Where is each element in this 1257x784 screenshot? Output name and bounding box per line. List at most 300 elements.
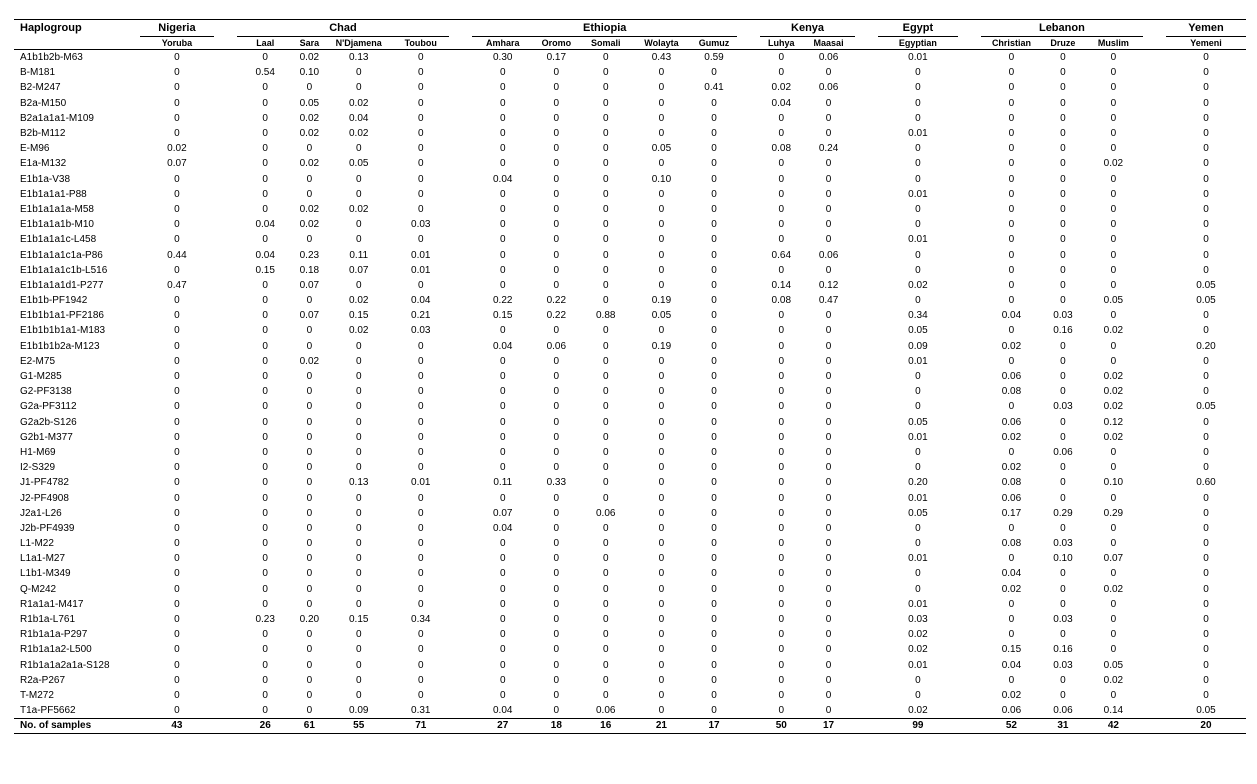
frequency-cell: 0 [417, 674, 424, 686]
frequency-cell: 0 [778, 553, 785, 565]
column-gap [1143, 263, 1166, 278]
frequency-cell: 0 [1203, 234, 1209, 246]
column-gap [1143, 369, 1166, 384]
frequency-cell: 0.05 [349, 158, 369, 170]
haplogroup-name: L1b1-M349 [20, 568, 71, 580]
frequency-cell: 0.34 [908, 310, 928, 322]
frequency-cell: 0 [602, 659, 609, 671]
column-gap [958, 37, 981, 50]
column-gap [1143, 490, 1166, 505]
frequency-cell: 0 [262, 492, 268, 504]
column-gap [1143, 111, 1166, 126]
frequency-cell: 0 [262, 462, 268, 474]
frequency-cell: 0 [174, 173, 180, 185]
column-gap [855, 430, 878, 445]
frequency-cell: 0 [499, 67, 506, 79]
frequency-cell: 0 [825, 264, 832, 276]
table-row [14, 232, 1246, 247]
column-gap [1143, 339, 1166, 354]
haplogroup-frequency-table [14, 19, 1246, 734]
column-gap [214, 293, 237, 308]
table-row [14, 415, 1246, 430]
column-gap [214, 536, 237, 551]
frequency-cell: 0 [499, 203, 506, 215]
frequency-cell: 0 [915, 264, 921, 276]
column-gap [737, 247, 760, 262]
frequency-cell: 0 [602, 52, 609, 64]
population-header: Wolayta [632, 37, 691, 50]
frequency-cell: 0 [711, 295, 717, 307]
column-gap [958, 658, 981, 673]
haplogroup-name: L1-M22 [20, 538, 54, 550]
table-row [14, 536, 1246, 551]
table-row [14, 612, 1246, 627]
population-header: Oromo [533, 37, 579, 50]
frequency-cell: 0 [417, 340, 424, 352]
frequency-cell: 0 [602, 492, 609, 504]
column-gap [449, 37, 472, 50]
table-row [14, 430, 1246, 445]
frequency-cell: 0 [1008, 82, 1015, 94]
table-row [14, 354, 1246, 369]
frequency-cell: 0 [417, 629, 424, 641]
population-header: Egyptian [878, 37, 958, 50]
column-gap [449, 232, 472, 247]
frequency-cell: 0 [355, 355, 362, 367]
frequency-cell: 0.03 [411, 325, 431, 337]
frequency-cell: 0 [658, 568, 665, 580]
frequency-cell: 0.06 [818, 249, 839, 261]
frequency-cell: 0 [711, 143, 717, 155]
column-gap [958, 323, 981, 338]
sample-count-value: 27 [472, 719, 533, 734]
frequency-cell: 0 [1203, 371, 1209, 383]
column-gap [214, 399, 237, 414]
frequency-cell: 0 [1008, 143, 1015, 155]
frequency-cell: 0 [499, 401, 506, 413]
column-gap [737, 339, 760, 354]
frequency-cell: 0.02 [1103, 371, 1124, 383]
frequency-cell: 0 [658, 553, 665, 565]
frequency-cell: 0 [553, 492, 560, 504]
frequency-cell: 0 [658, 431, 665, 443]
frequency-cell: 0 [1203, 52, 1209, 64]
frequency-cell: 0 [711, 97, 717, 109]
population-header: Yoruba [140, 37, 214, 50]
column-gap [1143, 141, 1166, 156]
frequency-cell: 0 [306, 538, 313, 550]
frequency-cell: 0 [658, 629, 665, 641]
frequency-cell: 0 [711, 371, 717, 383]
frequency-cell: 0 [262, 82, 268, 94]
frequency-cell: 0 [915, 446, 921, 458]
frequency-cell: 0 [553, 234, 560, 246]
sample-count-value: 21 [632, 719, 691, 734]
frequency-cell: 0 [825, 128, 832, 140]
frequency-cell: 0 [553, 219, 560, 231]
column-gap [737, 278, 760, 293]
frequency-cell: 0 [1060, 249, 1066, 261]
frequency-cell: 0 [355, 492, 362, 504]
frequency-cell: 0 [174, 234, 180, 246]
frequency-cell: 0.31 [411, 705, 431, 717]
column-gap [737, 65, 760, 80]
column-gap [737, 430, 760, 445]
frequency-cell: 0 [306, 598, 313, 610]
column-gap [855, 339, 878, 354]
frequency-cell: 0 [602, 173, 609, 185]
frequency-cell: 0 [1060, 112, 1066, 124]
frequency-cell: 0 [711, 325, 717, 337]
frequency-cell: 0 [711, 674, 717, 686]
column-gap [855, 642, 878, 657]
frequency-cell: 0 [499, 143, 506, 155]
frequency-cell: 0.23 [299, 249, 320, 261]
frequency-cell: 0 [778, 401, 785, 413]
frequency-cell: 0 [711, 522, 717, 534]
frequency-cell: 0.02 [1103, 158, 1124, 170]
frequency-cell: 0.05 [1196, 279, 1216, 291]
frequency-cell: 0 [602, 203, 609, 215]
frequency-cell: 0 [174, 431, 180, 443]
frequency-cell: 0.14 [1103, 705, 1124, 717]
frequency-cell: 0 [658, 371, 665, 383]
column-gap [1143, 445, 1166, 460]
frequency-cell: 0 [174, 522, 180, 534]
frequency-cell: 0 [306, 659, 313, 671]
frequency-cell: 0 [553, 659, 560, 671]
column-gap [449, 20, 472, 37]
frequency-cell: 0 [417, 416, 424, 428]
column-gap [449, 521, 472, 536]
population-header: Sara [294, 37, 326, 50]
frequency-cell: 0 [711, 644, 717, 656]
frequency-cell: 0 [711, 446, 717, 458]
frequency-cell: 0.01 [411, 477, 431, 489]
frequency-cell: 0 [553, 128, 560, 140]
column-gap [449, 50, 472, 66]
frequency-cell: 0 [553, 598, 560, 610]
frequency-cell: 0 [262, 112, 268, 124]
frequency-cell: 0 [778, 310, 785, 322]
frequency-cell: 0 [417, 203, 424, 215]
haplogroup-name: G2b1-M377 [20, 431, 73, 443]
frequency-cell: 0 [553, 143, 560, 155]
column-gap [449, 278, 472, 293]
haplogroup-name: G1-M285 [20, 371, 62, 383]
column-gap [737, 582, 760, 597]
frequency-cell: 0.33 [546, 477, 567, 489]
frequency-cell: 0 [711, 188, 717, 200]
frequency-cell: 0 [355, 538, 362, 550]
column-gap [214, 384, 237, 399]
column-gap [214, 202, 237, 217]
frequency-cell: 0.15 [349, 310, 369, 322]
column-gap [737, 37, 760, 50]
frequency-cell: 0 [658, 82, 665, 94]
frequency-cell: 0 [1203, 416, 1209, 428]
column-gap [1143, 688, 1166, 703]
frequency-cell: 0 [825, 477, 832, 489]
frequency-cell: 0 [417, 689, 424, 701]
frequency-cell: 0.05 [1196, 705, 1216, 717]
frequency-cell: 0 [1060, 203, 1066, 215]
frequency-cell: 0 [778, 689, 785, 701]
column-gap [449, 202, 472, 217]
frequency-cell: 0 [1008, 264, 1015, 276]
frequency-cell: 0.04 [771, 97, 792, 109]
frequency-cell: 0 [1110, 128, 1117, 140]
frequency-cell: 0 [711, 219, 717, 231]
frequency-cell: 0.06 [1001, 416, 1022, 428]
frequency-cell: 0.03 [411, 219, 431, 231]
frequency-cell: 0 [1110, 173, 1117, 185]
frequency-cell: 0.05 [651, 310, 672, 322]
frequency-cell: 0 [1008, 674, 1015, 686]
frequency-cell: 0.05 [1103, 659, 1124, 671]
frequency-cell: 0.16 [1053, 325, 1073, 337]
frequency-cell: 0 [1110, 97, 1117, 109]
column-gap [737, 126, 760, 141]
haplogroup-name: E1b1a1a1a-M58 [20, 203, 94, 215]
frequency-cell: 0 [499, 112, 506, 124]
frequency-cell: 0 [778, 234, 785, 246]
frequency-cell: 0 [602, 689, 609, 701]
frequency-cell: 0 [499, 249, 506, 261]
frequency-cell: 0 [825, 112, 832, 124]
frequency-cell: 0 [825, 416, 832, 428]
population-header: N'Djamena [325, 37, 392, 50]
column-gap [214, 430, 237, 445]
column-gap [855, 369, 878, 384]
column-gap [214, 37, 237, 50]
frequency-cell: 0 [417, 112, 424, 124]
frequency-cell: 0 [174, 614, 180, 626]
column-gap [855, 111, 878, 126]
column-gap [737, 141, 760, 156]
frequency-cell: 0 [1110, 614, 1117, 626]
column-gap [214, 278, 237, 293]
table-row [14, 521, 1246, 536]
frequency-cell: 0 [825, 492, 832, 504]
frequency-cell: 0 [553, 629, 560, 641]
table-row [14, 399, 1246, 414]
column-gap [958, 187, 981, 202]
country-header-egypt: Egypt [878, 20, 958, 37]
frequency-cell: 0.03 [1053, 614, 1073, 626]
table-row [14, 323, 1246, 338]
frequency-cell: 0 [778, 264, 785, 276]
frequency-cell: 0 [825, 386, 832, 398]
frequency-cell: 0 [825, 659, 832, 671]
frequency-cell: 0 [553, 249, 560, 261]
frequency-cell: 0 [602, 188, 609, 200]
frequency-cell: 0.54 [255, 67, 275, 79]
frequency-cell: 0.60 [1196, 477, 1216, 489]
frequency-cell: 0 [355, 279, 362, 291]
column-gap [1143, 673, 1166, 688]
column-gap [449, 566, 472, 581]
column-gap [855, 582, 878, 597]
column-gap [1143, 80, 1166, 95]
frequency-cell: 0 [1203, 538, 1209, 550]
column-gap [449, 658, 472, 673]
frequency-cell: 0.01 [908, 431, 928, 443]
frequency-cell: 0 [262, 431, 268, 443]
frequency-cell: 0.12 [1103, 416, 1124, 428]
country-header-ethiopia: Ethiopia [472, 20, 737, 37]
frequency-cell: 0 [306, 522, 313, 534]
haplogroup-name: B2b-M112 [20, 128, 66, 140]
haplogroup-name: R1b1a-L761 [20, 614, 76, 626]
frequency-cell: 0 [355, 644, 362, 656]
column-gap [214, 415, 237, 430]
frequency-cell: 0 [825, 340, 832, 352]
column-gap [214, 156, 237, 171]
frequency-cell: 0 [262, 568, 268, 580]
frequency-cell: 0 [553, 507, 560, 519]
column-gap [737, 566, 760, 581]
frequency-cell: 0 [1060, 234, 1066, 246]
frequency-cell: 0 [602, 401, 609, 413]
column-gap [449, 460, 472, 475]
column-gap [449, 551, 472, 566]
column-gap [855, 415, 878, 430]
column-gap [737, 506, 760, 521]
haplogroup-name: E1b1a-V38 [20, 173, 71, 185]
column-gap [855, 399, 878, 414]
frequency-cell: 0.01 [908, 355, 928, 367]
frequency-cell: 0 [355, 67, 362, 79]
frequency-cell: 0 [417, 522, 424, 534]
frequency-cell: 0 [1110, 446, 1117, 458]
column-gap [1143, 96, 1166, 111]
sample-count-value: 55 [325, 719, 392, 734]
frequency-cell: 0.02 [299, 112, 320, 124]
frequency-cell: 0 [658, 401, 665, 413]
column-gap [737, 399, 760, 414]
column-gap [214, 339, 237, 354]
frequency-cell: 0 [1110, 644, 1117, 656]
frequency-cell: 0 [778, 188, 785, 200]
country-header-lebanon: Lebanon [981, 20, 1143, 37]
frequency-cell: 0 [1203, 492, 1209, 504]
frequency-cell: 0 [1110, 52, 1117, 64]
frequency-cell: 0 [174, 553, 180, 565]
frequency-cell: 0 [658, 492, 665, 504]
frequency-cell: 0 [658, 659, 665, 671]
column-gap [449, 582, 472, 597]
frequency-cell: 0 [915, 689, 921, 701]
frequency-cell: 0.22 [492, 295, 513, 307]
frequency-cell: 0 [306, 431, 313, 443]
frequency-cell: 0 [306, 82, 313, 94]
frequency-cell: 0 [1203, 203, 1209, 215]
frequency-cell: 0.19 [651, 340, 672, 352]
column-gap [855, 96, 878, 111]
frequency-cell: 0 [1203, 128, 1209, 140]
frequency-cell: 0 [174, 355, 180, 367]
frequency-cell: 0 [658, 598, 665, 610]
frequency-cell: 0 [306, 188, 313, 200]
frequency-cell: 0 [306, 583, 313, 595]
frequency-cell: 0 [778, 644, 785, 656]
table-row [14, 673, 1246, 688]
column-gap [449, 703, 472, 719]
frequency-cell: 0.14 [771, 279, 792, 291]
frequency-cell: 0.02 [1001, 689, 1022, 701]
column-gap [958, 506, 981, 521]
column-gap [958, 354, 981, 369]
frequency-cell: 0 [499, 462, 506, 474]
frequency-cell: 0.02 [349, 203, 369, 215]
frequency-cell: 0 [915, 112, 921, 124]
frequency-cell: 0 [1203, 325, 1209, 337]
frequency-cell: 0 [1203, 629, 1209, 641]
frequency-cell: 0 [778, 112, 785, 124]
frequency-cell: 0 [1008, 553, 1015, 565]
haplogroup-name: G2-PF3138 [20, 386, 72, 398]
frequency-cell: 0 [658, 386, 665, 398]
frequency-cell: 0 [1110, 188, 1117, 200]
frequency-cell: 0.88 [595, 310, 616, 322]
frequency-cell: 0 [417, 143, 424, 155]
frequency-cell: 0 [711, 431, 717, 443]
frequency-cell: 0 [355, 219, 362, 231]
column-gap [214, 642, 237, 657]
frequency-cell: 0 [553, 401, 560, 413]
frequency-cell: 0 [355, 82, 362, 94]
frequency-cell: 0.04 [492, 173, 513, 185]
frequency-cell: 0 [306, 629, 313, 641]
frequency-cell: 0.08 [1001, 477, 1022, 489]
frequency-cell: 0 [355, 386, 362, 398]
frequency-cell: 0 [262, 234, 268, 246]
column-gap [958, 688, 981, 703]
frequency-cell: 0.02 [1001, 583, 1022, 595]
frequency-cell: 0 [778, 340, 785, 352]
table-row [14, 384, 1246, 399]
column-gap [449, 247, 472, 262]
column-gap [1143, 719, 1166, 734]
column-gap [737, 673, 760, 688]
table-row [14, 141, 1246, 156]
frequency-cell: 0 [1203, 598, 1209, 610]
frequency-cell: 0 [1060, 568, 1066, 580]
column-gap [958, 80, 981, 95]
frequency-cell: 0 [553, 553, 560, 565]
frequency-cell: 0 [1060, 386, 1066, 398]
frequency-cell: 0 [306, 689, 313, 701]
frequency-cell: 0 [711, 234, 717, 246]
frequency-cell: 0 [602, 568, 609, 580]
column-gap [855, 37, 878, 50]
frequency-cell: 0 [711, 128, 717, 140]
frequency-cell: 0 [602, 82, 609, 94]
column-gap [737, 232, 760, 247]
frequency-cell: 0 [602, 416, 609, 428]
frequency-cell: 0 [355, 462, 362, 474]
frequency-cell: 0 [778, 371, 785, 383]
population-header: Laal [237, 37, 294, 50]
column-gap [855, 323, 878, 338]
frequency-cell: 0 [355, 188, 362, 200]
frequency-cell: 0 [711, 462, 717, 474]
column-gap [958, 430, 981, 445]
column-gap [855, 156, 878, 171]
frequency-cell: 0 [778, 462, 785, 474]
table-row [14, 566, 1246, 581]
